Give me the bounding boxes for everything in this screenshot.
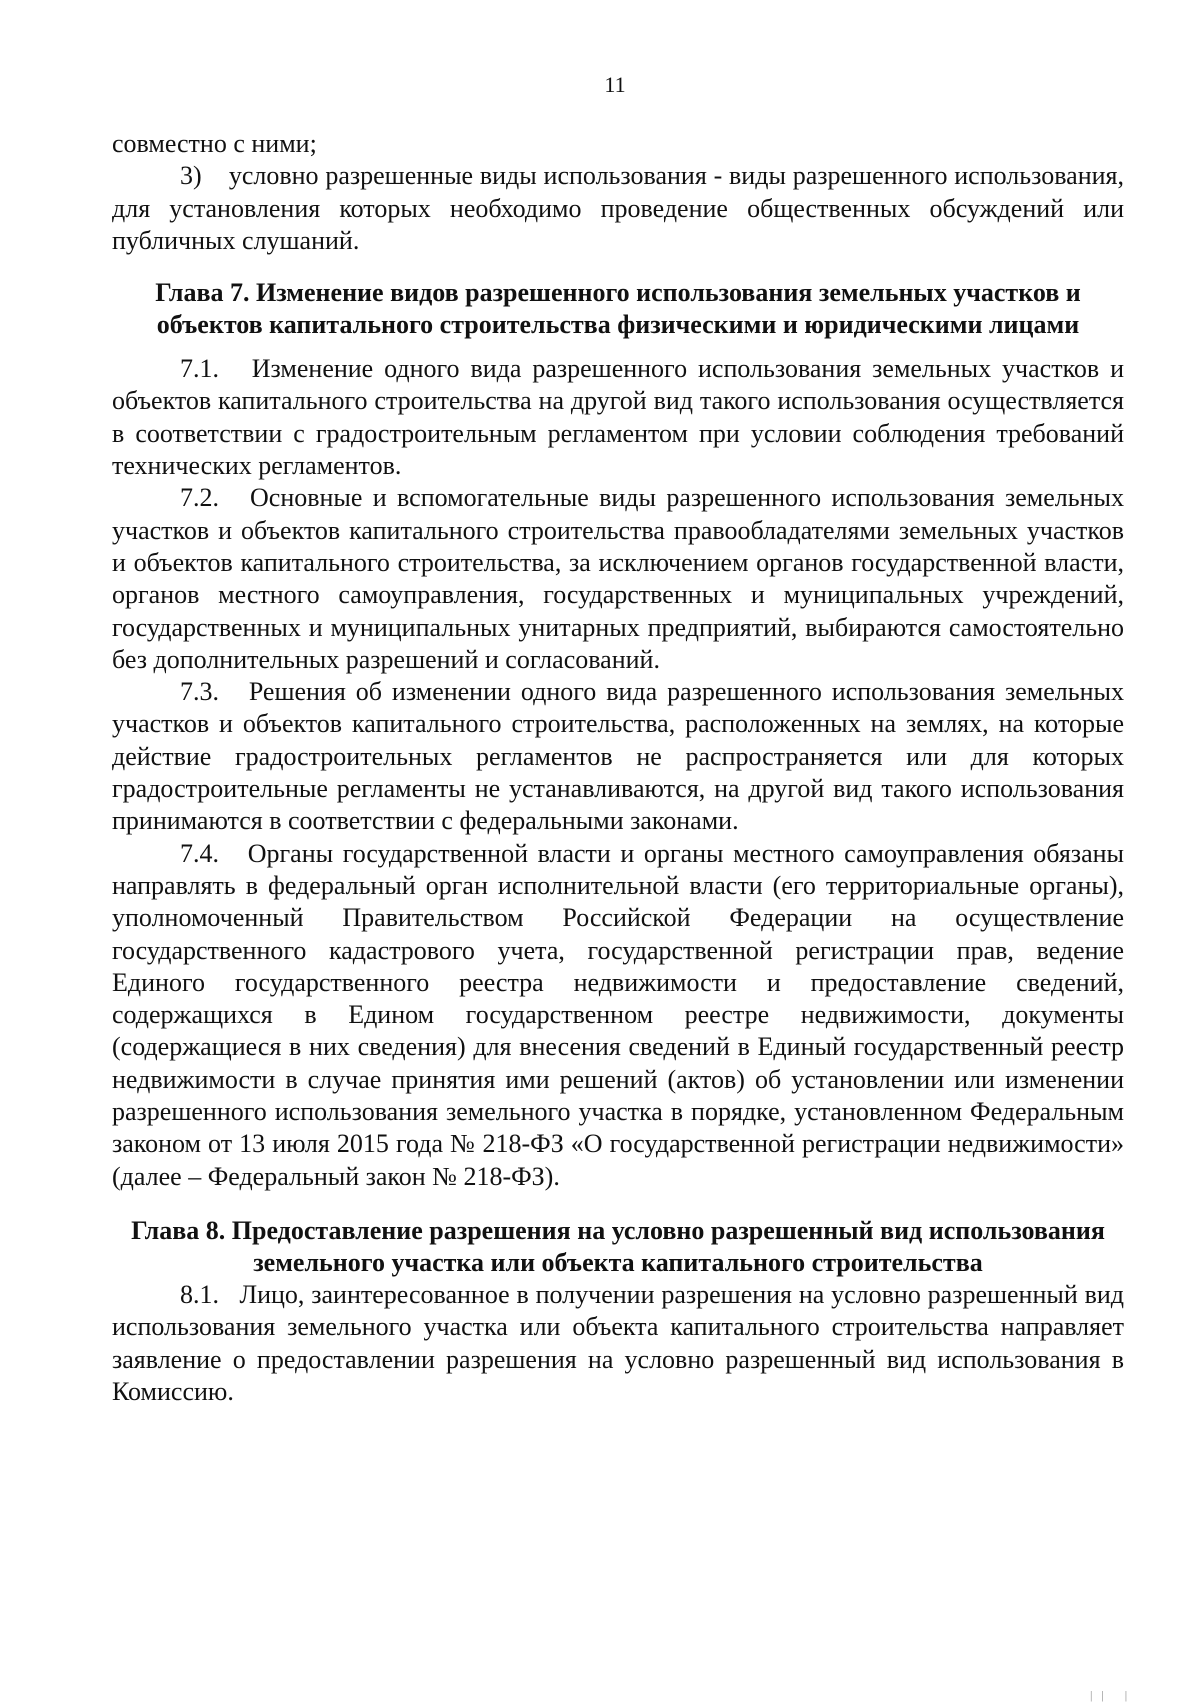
clause-7-1-paragraph: 7.1. Изменение одного вида разрешенного использования земельных участков и объектов капитального строительства на другой вид такого использования осуществляется в соответствии с градостроительным регламентом при условии соблюдения требований технических регламентов.: [112, 354, 1124, 481]
intro-item-3-paragraph: 3) условно разрешенные виды использования - виды разрешенного использования, для установления которых необходимо проведение общественных обсуждений или публичных слушаний.: [112, 161, 1124, 255]
clause-8-1-paragraph: 8.1. Лицо, заинтересованное в получении разрешения на условно разрешенный вид использования земельного участка или объекта капитального строительства направляет заявление о предоставлении разрешения на условно разрешенный вид использования в Комиссию.: [112, 1279, 1124, 1406]
intro-tail-paragraph: совместно с ними;: [112, 129, 317, 158]
chapter-7-heading: Глава 7. Изменение видов разрешенного использования земельных участков и объектов капитального строительства физическими и юридическими лицами: [155, 278, 1081, 340]
scan-edge-marks: | | |: [1090, 1688, 1131, 1702]
page-number: 11: [604, 72, 626, 97]
clause-7-3-paragraph: 7.3. Решения об изменении одного вида разрешенного использования земельных участков и объектов капитального строительства, расположенных на землях, на которые действие градостроительных регламентов не распространяется или для которых градостроительные регламенты не устанавливаются, на другой вид такого использования принимаются в соответствии с федеральными законами.: [112, 677, 1124, 836]
clause-7-4-paragraph: 7.4. Органы государственной власти и органы местного самоуправления обязаны направлять в федеральный орган исполнительной власти (его территориальные органы), уполномоченный Правительством Российской Федерации на осуществление государственного кадастрового учета, государственной регистрации прав, ведение Единого государственного реестра недвижимости и предоставление сведений, содержащихся в Едином государственном реестре недвижимости, документы (содержащиеся в них сведения) для внесения сведений в Единый государственный реестр недвижимости в случае принятия ими решений (актов) об установлении или изменении разрешенного использования земельного участка в порядке, установленном Федеральным законом от 13 июля 2015 года № 218-ФЗ «О государственной регистрации недвижимости» (далее – Федеральный закон № 218-ФЗ).: [112, 838, 1124, 1191]
clause-7-2-paragraph: 7.2. Основные и вспомогательные виды разрешенного использования земельных участков и объектов капитального строительства правообладателями земельных участков и объектов капитального строительства, за исключением органов государственной власти, органов местного самоуправления, государственных и муниципальных учреждений, государственных и муниципальных унитарных предприятий, выбираются самостоятельно без дополнительных разрешений и согласований.: [112, 483, 1124, 674]
page-content: [112, 128, 1124, 1408]
chapter-8-heading: Глава 8. Предоставление разрешения на условно разрешенный вид использования земельного участка или объекта капитального строительства: [131, 1215, 1105, 1277]
